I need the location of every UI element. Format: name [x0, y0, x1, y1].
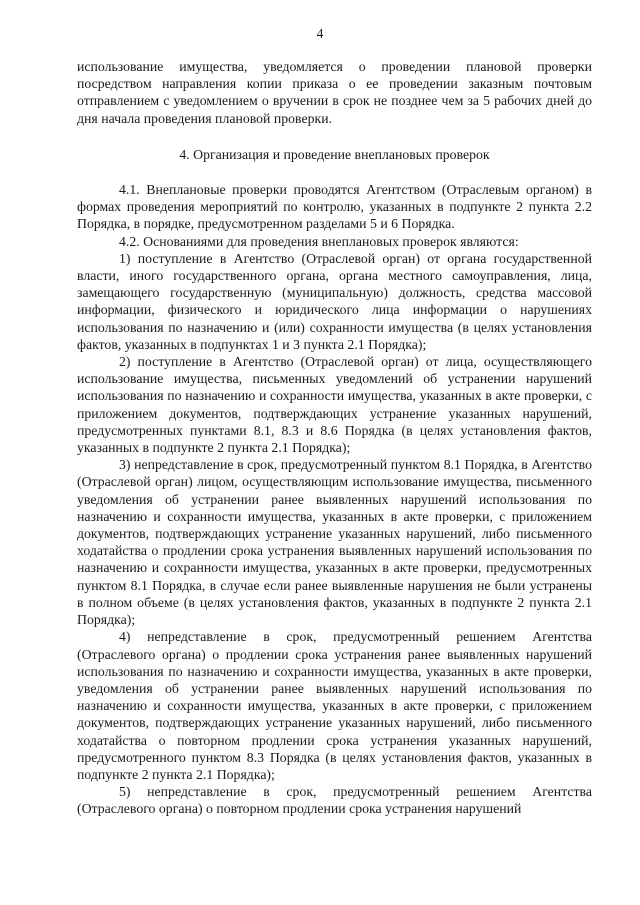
list-item-5: 5) непредставление в срок, предусмотренный решением Агентства (Отраслевого органа) о повторном продлении срока устранения нарушений — [77, 784, 592, 817]
document-body — [77, 58, 592, 818]
list-item-2: 2) поступление в Агентство (Отраслевой орган) от лица, осуществляющего использование имущества, письменных уведомлений об устранении нарушений использования по назначению и сохранности имущества, указанных в акте проверки, с приложением документов, подтверждающих устранение указанных нарушений, предусмотренных пунктами 8.1, 8.3 и 8.6 Порядка (в целях установления фактов, указанных в подпункте 2 пункта 2.1 Порядка); — [77, 354, 592, 456]
page-number: 4 — [316, 26, 324, 41]
paragraph-4-2: 4.2. Основаниями для проведения внеплановых проверок являются: — [119, 233, 519, 249]
list-item-3: 3) непредставление в срок, предусмотренный пунктом 8.1 Порядка, в Агентство (Отраслевой орган) лицом, осуществляющим использование имущества, письменного уведомления об устранении ранее выявленных нарушений использования по назначению и сохранности имущества, указанных в акте проверки, с приложением документов, подтверждающих устранение указанных нарушений, либо письменного ходатайства о продлении срока устранения выявленных нарушений использования по назначению и сохранности имущества, указанных в акте проверки, предусмотренных пунктом 8.1 Порядка, в случае если ранее выявленные нарушения не были устранены в полном объеме (в целях установления фактов, указанных в подпункте 2 пункта 2.1 Порядка); — [77, 457, 592, 628]
paragraph-4-1: 4.1. Внеплановые проверки проводятся Агентством (Отраслевым органом) в формах проведения мероприятий по контролю, указанных в подпункте 2 пункта 2.2 Порядка, в порядке, предусмотренном разделами 5 и 6 Порядка. — [77, 182, 592, 232]
paragraph-continuation: использование имущества, уведомляется о проведении плановой проверки посредством направления копии приказа о ее проведении заказным почтовым отправлением с уведомлением о вручении в срок не позднее чем за 5 рабочих дней до дня начала проведения плановой проверки. — [77, 59, 592, 126]
list-item-4: 4) непредставление в срок, предусмотренный решением Агентства (Отраслевого органа) о продлении срока устранения ранее выявленных нарушений использования по назначению и сохранности имущества, указанных в акте проверки, уведомления об устранении ранее выявленных нарушений использования по назначению и сохранности имущества, указанных в акте проверки, с приложением документов, подтверждающих устранение указанных нарушений, либо письменного ходатайства о повторном продлении срока устранения указанных нарушений, предусмотренного пунктом 8.3 Порядка (в целях установления фактов, указанных в подпункте 2 пункта 2.1 Порядка); — [77, 629, 592, 782]
list-item-1: 1) поступление в Агентство (Отраслевой орган) от органа государственной власти, иного государственного органа, органа местного самоуправления, лица, замещающего государственную (муниципальную) должность, средства массовой информации, физического и юридического лица информации о нарушениях использования по назначению и (или) сохранности имущества (в целях установления фактов, указанных в подпунктах 1 и 3 пункта 2.1 Порядка); — [77, 250, 592, 352]
section-heading: 4. Организация и проведение внеплановых проверок — [179, 146, 490, 162]
